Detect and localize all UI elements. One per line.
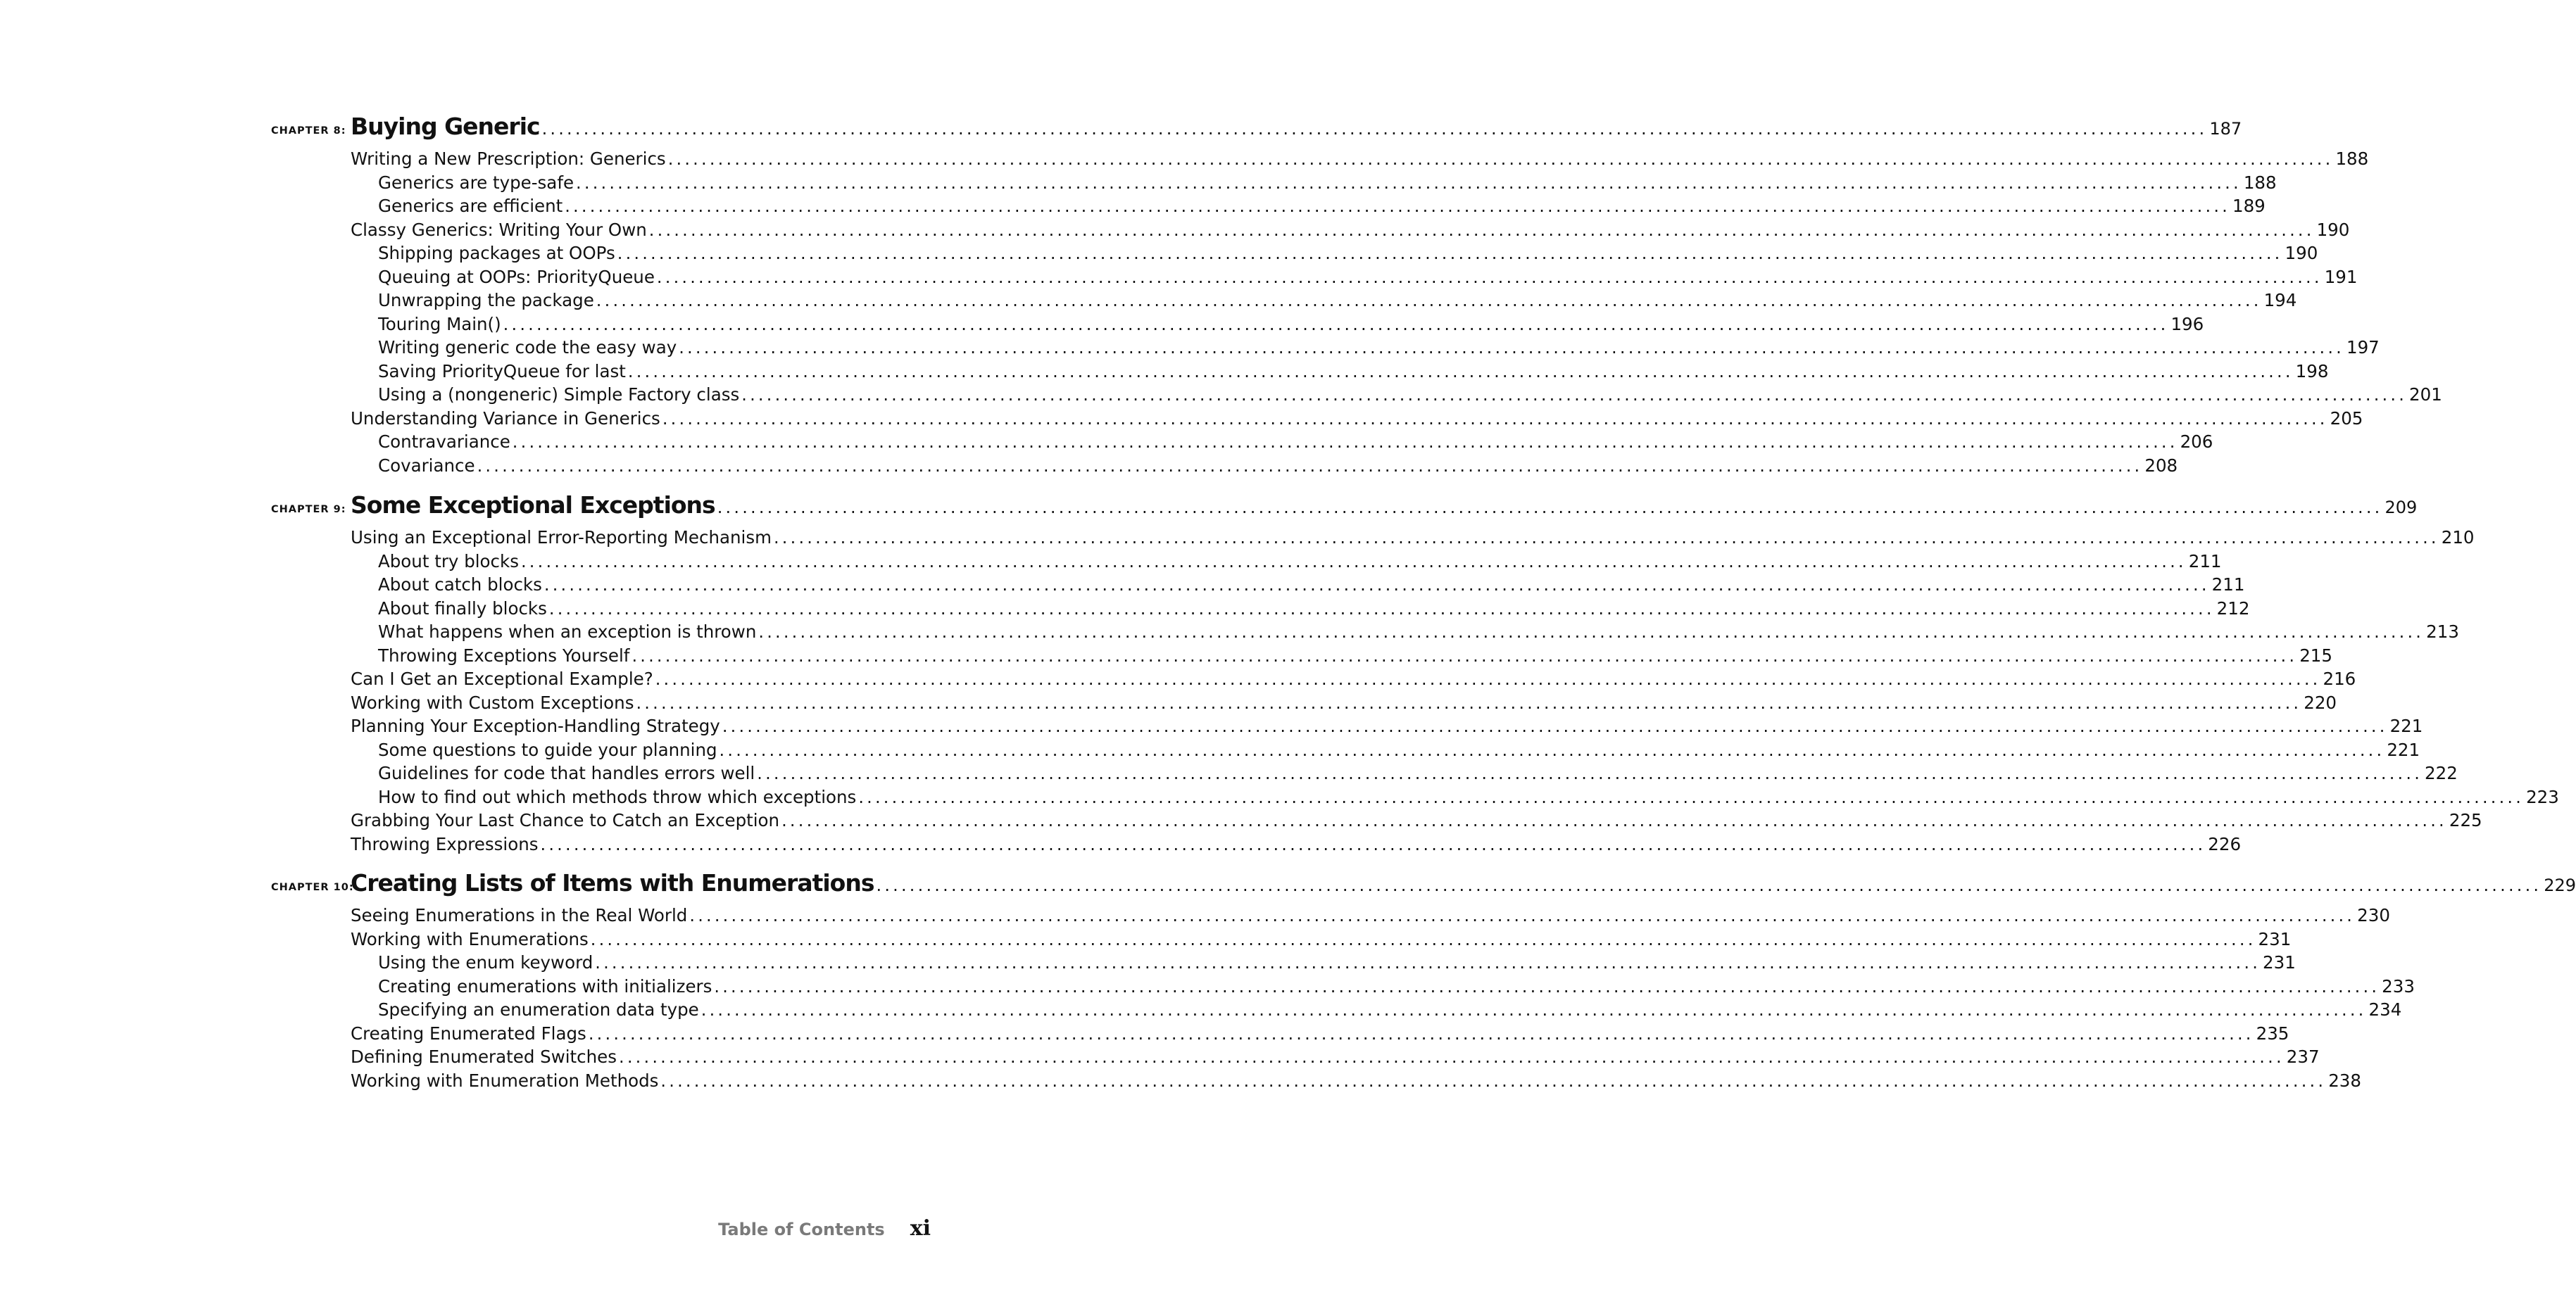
dot-leader: ........................................................................................................................................................................................................ [858, 787, 2525, 807]
toc-entry[interactable] [351, 407, 2363, 431]
dot-leader: ........................................................................................................................................................................................................ [700, 1000, 2367, 1020]
dot-leader: ........................................................................................................................................................................................................ [679, 338, 2344, 358]
entry-title: Generics are type-safe [378, 172, 574, 193]
entry-title: Using an Exceptional Error-Reporting Mechanism [351, 527, 772, 548]
entry-title: Grabbing Your Last Chance to Catch an Exception [351, 810, 780, 830]
entry-title: Some questions to guide your planning [378, 739, 717, 760]
chapter-page-number: 209 [2385, 498, 2418, 517]
chapter-entries [0, 904, 2415, 1092]
entry-title: Creating enumerations with initializers [378, 975, 712, 997]
toc-subentry[interactable] [378, 312, 2204, 336]
entry-page-number: 206 [2180, 431, 2213, 452]
dot-leader: ........................................................................................................................................................................................................ [590, 929, 2256, 949]
dot-leader: ........................................................................................................................................................................................................ [541, 119, 2208, 139]
entry-page-number: 201 [2409, 384, 2442, 405]
toc-entry[interactable] [351, 1022, 2289, 1046]
toc-subentry[interactable] [378, 265, 2358, 289]
entry-title: Throwing Expressions [351, 833, 539, 854]
entry-page-number: 235 [2256, 1023, 2289, 1044]
toc-subentry[interactable] [378, 241, 2318, 265]
entry-page-number: 221 [2387, 739, 2420, 760]
entry-title: Covariance [378, 455, 475, 476]
chapter-label: CHAPTER 8: [271, 125, 346, 137]
entry-page-number: 197 [2346, 337, 2380, 358]
dot-leader: ........................................................................................................................................................................................................ [781, 811, 2447, 830]
entry-title: Saving PriorityQueue for last [378, 360, 626, 381]
entry-title: Understanding Variance in Generics [351, 407, 660, 429]
dot-leader: ........................................................................................................................................................................................................ [632, 645, 2298, 666]
dot-leader: ........................................................................................................................................................................................................ [548, 598, 2215, 619]
entry-page-number: 230 [2357, 905, 2390, 925]
toc-subentry[interactable] [378, 383, 2442, 407]
entry-page-number: 225 [2449, 810, 2482, 830]
toc-entry[interactable] [351, 667, 2356, 691]
dot-leader: ........................................................................................................................................................................................................ [876, 876, 2542, 895]
dot-leader: ........................................................................................................................................................................................................ [667, 149, 2334, 169]
dot-leader: ........................................................................................................................................................................................................ [627, 361, 2294, 381]
toc-entry[interactable] [351, 1045, 2320, 1069]
entry-title: Using the enum keyword [378, 952, 593, 973]
dot-leader: ........................................................................................................................................................................................................ [655, 669, 2321, 689]
toc-subentry[interactable] [378, 761, 2458, 785]
entry-title: Planning Your Exception-Handling Strategy [351, 716, 720, 736]
toc-entry[interactable] [351, 526, 2475, 550]
entry-page-number: 188 [2243, 172, 2277, 193]
toc-subentry[interactable] [378, 644, 2332, 668]
chapter-heading[interactable] [0, 869, 2576, 900]
chapter-label: CHAPTER 10: [271, 882, 354, 893]
entry-page-number: 212 [2216, 598, 2250, 619]
chapter-heading[interactable] [0, 491, 2418, 522]
entry-title: Throwing Exceptions Yourself [378, 645, 630, 666]
dot-leader: ........................................................................................................................................................................................................ [719, 740, 2385, 760]
entry-page-number: 220 [2304, 692, 2337, 713]
toc-subentry[interactable] [378, 620, 2459, 644]
entry-page-number: 190 [2285, 243, 2318, 263]
entry-title: Shipping packages at OOPs [378, 243, 615, 263]
entry-page-number: 189 [2232, 196, 2266, 216]
entry-title: Specifying an enumeration data type [378, 999, 699, 1020]
entry-page-number: 211 [2188, 550, 2222, 571]
chapter-entries [0, 526, 2559, 856]
chapter-title-row [351, 113, 2242, 144]
entry-title: Working with Custom Exceptions [351, 692, 634, 713]
toc-subentry[interactable] [378, 289, 2297, 312]
entry-page-number: 215 [2299, 645, 2332, 666]
dot-leader: ........................................................................................................................................................................................................ [689, 906, 2356, 925]
dot-leader: ........................................................................................................................................................................................................ [596, 291, 2262, 310]
chapter-label: CHAPTER 9: [271, 504, 346, 515]
entry-title: What happens when an exception is thrown [378, 621, 757, 642]
dot-leader: ........................................................................................................................................................................................................ [540, 834, 2206, 854]
entry-page-number: 223 [2526, 786, 2559, 807]
entry-title: Creating Enumerated Flags [351, 1023, 586, 1044]
dot-leader: ........................................................................................................................................................................................................ [648, 220, 2315, 240]
dot-leader: ........................................................................................................................................................................................................ [503, 314, 2169, 334]
entry-title: About catch blocks [378, 574, 542, 595]
entry-page-number: 237 [2286, 1047, 2320, 1067]
toc-entry[interactable] [351, 809, 2482, 833]
entry-title: Classy Generics: Writing Your Own [351, 219, 647, 240]
toc-subentry[interactable] [378, 597, 2250, 621]
entry-page-number: 233 [2382, 975, 2415, 997]
entry-page-number: 231 [2258, 928, 2292, 949]
toc-subentry[interactable] [378, 360, 2329, 384]
toc-subentry[interactable] [378, 336, 2380, 360]
entry-title: Unwrapping the package [378, 290, 594, 310]
dot-leader: ........................................................................................................................................................................................................ [660, 1070, 2327, 1091]
dot-leader: ........................................................................................................................................................................................................ [717, 498, 2383, 517]
entry-page-number: 205 [2330, 407, 2363, 429]
entry-page-number: 188 [2335, 148, 2369, 169]
entry-title: How to find out which methods throw which exceptions [378, 786, 857, 807]
toc-entry[interactable] [351, 218, 2350, 242]
entry-page-number: 194 [2263, 290, 2297, 310]
entry-title: Generics are efficient [378, 196, 563, 216]
dot-leader: ........................................................................................................................................................................................................ [741, 385, 2408, 405]
entry-title: Queuing at OOPs: PriorityQueue [378, 266, 655, 287]
toc-subentry[interactable] [378, 998, 2402, 1022]
dot-leader: ........................................................................................................................................................................................................ [588, 1023, 2254, 1044]
entry-page-number: 234 [2368, 999, 2402, 1020]
chapter-entries [0, 147, 2442, 477]
chapter-title: Creating Lists of Items with Enumerations [351, 869, 874, 897]
dot-leader: ........................................................................................................................................................................................................ [757, 764, 2423, 783]
toc-subentry[interactable] [378, 171, 2277, 195]
toc-entry[interactable] [351, 833, 2242, 857]
entry-page-number: 231 [2263, 952, 2296, 973]
entry-title: Can I Get an Exceptional Example? [351, 669, 653, 689]
chapter-heading[interactable] [0, 113, 2242, 144]
entry-title: Seeing Enumerations in the Real World [351, 905, 688, 925]
dot-leader: ........................................................................................................................................................................................................ [773, 528, 2439, 548]
toc-entry[interactable] [351, 691, 2337, 715]
dot-leader: ........................................................................................................................................................................................................ [722, 716, 2388, 736]
chapter-page-number: 187 [2209, 119, 2242, 139]
entry-title: Contravariance [378, 431, 510, 452]
dot-leader: ........................................................................................................................................................................................................ [512, 432, 2178, 452]
entry-page-number: 216 [2323, 669, 2356, 689]
entry-title: Writing generic code the easy way [378, 337, 677, 358]
dot-leader: ........................................................................................................................................................................................................ [758, 622, 2425, 642]
entry-page-number: 190 [2316, 219, 2350, 240]
entry-page-number: 191 [2324, 266, 2358, 287]
toc-entry[interactable] [351, 904, 2390, 928]
toc-subentry[interactable] [378, 454, 2178, 478]
dot-leader: ........................................................................................................................................................................................................ [544, 575, 2210, 595]
chapter-title-row [351, 491, 2418, 522]
entry-title: Writing a New Prescription: Generics [351, 148, 666, 169]
entry-page-number: 198 [2295, 360, 2329, 381]
entry-title: Working with Enumeration Methods [351, 1070, 659, 1091]
dot-leader: ........................................................................................................................................................................................................ [636, 693, 2302, 713]
dot-leader: ........................................................................................................................................................................................................ [565, 196, 2230, 216]
chapter-title-row [351, 869, 2576, 900]
entry-page-number: 213 [2426, 621, 2459, 642]
entry-title: Using a (nongeneric) Simple Factory class [378, 384, 740, 405]
entry-page-number: 226 [2208, 833, 2242, 854]
entry-title: About try blocks [378, 550, 519, 571]
toc-subentry[interactable] [378, 975, 2415, 999]
entry-title: Working with Enumerations [351, 928, 589, 949]
toc-entry[interactable] [351, 1069, 2361, 1093]
toc-subentry[interactable] [378, 550, 2222, 574]
page-footer [704, 1216, 931, 1244]
entry-page-number: 222 [2425, 763, 2458, 783]
chapter-title: Buying Generic [351, 113, 540, 140]
entry-title: Defining Enumerated Switches [351, 1047, 617, 1067]
toc-subentry[interactable] [378, 194, 2266, 218]
toc-subentry[interactable] [378, 738, 2420, 762]
chapter-page-number: 229 [2544, 876, 2576, 895]
entry-page-number: 196 [2170, 313, 2204, 334]
dot-leader: ........................................................................................................................................................................................................ [576, 172, 2242, 193]
entry-title: Touring Main() [378, 313, 501, 334]
chapter-title: Some Exceptional Exceptions [351, 491, 715, 519]
dot-leader: ........................................................................................................................................................................................................ [477, 455, 2143, 476]
entry-page-number: 210 [2441, 527, 2475, 548]
entry-page-number: 208 [2144, 455, 2178, 476]
running-footer-label: Table of Contents [718, 1220, 885, 1239]
dot-leader: ........................................................................................................................................................................................................ [619, 1047, 2285, 1067]
dot-leader: ........................................................................................................................................................................................................ [714, 976, 2380, 997]
toc-entry[interactable] [351, 928, 2292, 952]
toc-entry[interactable] [351, 714, 2423, 738]
dot-leader: ........................................................................................................................................................................................................ [520, 551, 2187, 571]
dot-leader: ........................................................................................................................................................................................................ [595, 953, 2261, 973]
entry-page-number: 211 [2211, 574, 2245, 595]
entry-page-number: 221 [2389, 716, 2423, 736]
dot-leader: ........................................................................................................................................................................................................ [656, 267, 2323, 287]
toc-subentry[interactable] [378, 573, 2245, 597]
entry-title: Guidelines for code that handles errors well [378, 763, 755, 783]
dot-leader: ........................................................................................................................................................................................................ [662, 408, 2328, 429]
entry-page-number: 238 [2328, 1070, 2361, 1091]
toc-entry[interactable] [351, 147, 2369, 171]
toc-subentry[interactable] [378, 785, 2559, 809]
entry-title: About finally blocks [378, 598, 547, 619]
toc-subentry[interactable] [378, 951, 2296, 975]
folio-page-number: xi [910, 1216, 931, 1241]
dot-leader: ........................................................................................................................................................................................................ [617, 244, 2283, 263]
toc-subentry[interactable] [378, 430, 2213, 454]
